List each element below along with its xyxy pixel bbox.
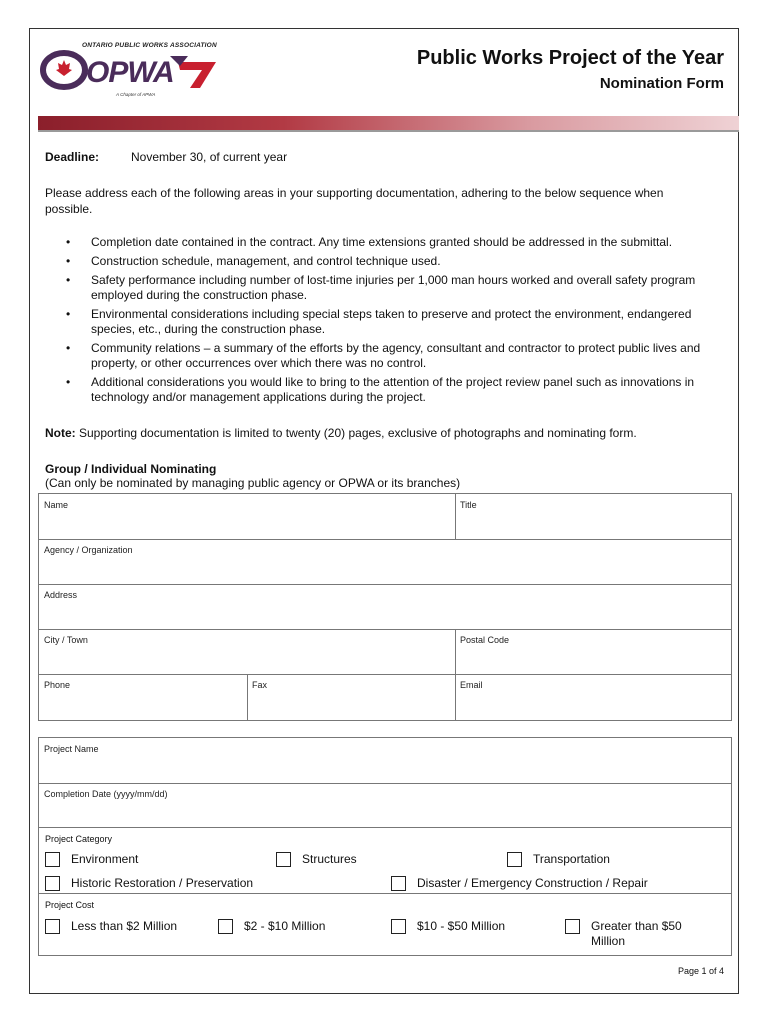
email-field[interactable] bbox=[455, 674, 732, 721]
note-label: Note: bbox=[45, 426, 76, 440]
header-divider bbox=[38, 130, 739, 132]
title-label: Title bbox=[460, 500, 477, 510]
logo-subtitle: A Chapter of APWA bbox=[116, 92, 156, 97]
checkbox[interactable] bbox=[45, 919, 60, 934]
cost-2m-10m[interactable] bbox=[218, 919, 325, 934]
city-field[interactable] bbox=[39, 629, 456, 675]
opwa-logo bbox=[40, 42, 220, 104]
agency-field[interactable] bbox=[39, 539, 732, 585]
category-historic-restoration[interactable] bbox=[45, 876, 253, 891]
option-label: Historic Restoration / Preservation bbox=[71, 876, 254, 890]
list-item: • Environmental considerations including special steps taken to preserve and protect the environment, endangered species, etc., during the construction phase. bbox=[66, 307, 726, 337]
checkbox[interactable] bbox=[391, 876, 406, 891]
checkbox[interactable] bbox=[45, 852, 60, 867]
list-item: • Construction schedule, management, and control technique used. bbox=[66, 254, 726, 269]
group-title: Group / Individual Nominating bbox=[45, 462, 217, 476]
postal-code-label: Postal Code bbox=[460, 635, 510, 645]
option-label: Greater than $50 Million bbox=[591, 919, 682, 948]
option-label: Transportation bbox=[533, 852, 610, 866]
address-field[interactable] bbox=[39, 584, 732, 630]
project-category-label: Project Category bbox=[45, 834, 113, 844]
checkbox[interactable] bbox=[276, 852, 291, 867]
checkbox[interactable] bbox=[565, 919, 580, 934]
category-transportation[interactable] bbox=[507, 852, 610, 867]
name-label: Name bbox=[44, 500, 69, 510]
category-disaster-emergency[interactable] bbox=[391, 876, 648, 891]
opwa-logo-mark-icon bbox=[40, 48, 220, 94]
address-label: Address bbox=[44, 590, 78, 600]
svg-text:OPWA: OPWA bbox=[86, 56, 174, 89]
page-title: Public Works Project of the Year bbox=[416, 47, 724, 69]
checkbox[interactable] bbox=[45, 876, 60, 891]
option-label: $2 - $10 Million bbox=[244, 919, 326, 933]
header-bar bbox=[38, 116, 739, 130]
cost-greater-than-50m[interactable] bbox=[565, 919, 695, 949]
fax-label: Fax bbox=[252, 680, 268, 690]
phone-field[interactable] bbox=[39, 674, 248, 721]
checkbox[interactable] bbox=[391, 919, 406, 934]
option-label: Environment bbox=[71, 852, 139, 866]
nominator-form bbox=[38, 493, 732, 721]
option-label: Less than $2 Million bbox=[71, 919, 178, 933]
project-name-field[interactable] bbox=[39, 738, 732, 784]
project-name-label: Project Name bbox=[44, 744, 99, 754]
note bbox=[45, 426, 637, 440]
list-item: • Additional considerations you would like to bring to the attention of the project review panel such as innovations in technology and/or management applications during the project. bbox=[66, 375, 726, 405]
note-text: Supporting documentation is limited to twenty (20) pages, exclusive of photographs and nominating form. bbox=[75, 426, 637, 440]
title-field[interactable] bbox=[455, 494, 732, 540]
city-label: City / Town bbox=[44, 635, 88, 645]
category-structures[interactable] bbox=[276, 852, 357, 867]
fax-field[interactable] bbox=[247, 674, 456, 721]
category-environment[interactable] bbox=[45, 852, 138, 867]
option-label: Disaster / Emergency Construction / Repair bbox=[417, 876, 648, 890]
option-label: $10 - $50 Million bbox=[417, 919, 506, 933]
intro-text: Please address each of the following areas in your supporting documentation, adhering to the below sequence when possible. bbox=[45, 186, 664, 216]
list-item: • Community relations – a summary of the efforts by the agency, consultant and contractor to protect public lives and property, or other occurrences over which there was no control. bbox=[66, 341, 726, 371]
email-label: Email bbox=[460, 680, 483, 690]
list-item: • Completion date contained in the contract. Any time extensions granted should be addressed in the submittal. bbox=[66, 235, 726, 250]
logo-org-name: ONTARIO PUBLIC WORKS ASSOCIATION bbox=[82, 42, 217, 49]
postal-code-field[interactable] bbox=[455, 629, 732, 675]
group-subtitle: (Can only be nominated by managing public agency or OPWA or its branches) bbox=[45, 476, 461, 490]
checkbox[interactable] bbox=[218, 919, 233, 934]
option-label: Structures bbox=[302, 852, 357, 866]
deadline-label: Deadline: bbox=[45, 150, 100, 164]
page-number: Page 1 of 4 bbox=[677, 966, 724, 976]
checkbox[interactable] bbox=[507, 852, 522, 867]
agency-label: Agency / Organization bbox=[44, 545, 133, 555]
completion-date-label: Completion Date (yyyy/mm/dd) bbox=[44, 789, 168, 799]
phone-label: Phone bbox=[44, 680, 71, 690]
deadline-value: November 30, of current year bbox=[131, 150, 288, 164]
project-cost-label: Project Cost bbox=[45, 900, 95, 910]
cost-10m-50m[interactable] bbox=[391, 919, 505, 934]
completion-date-field[interactable] bbox=[39, 783, 732, 828]
name-field[interactable] bbox=[39, 494, 456, 540]
requirements-list bbox=[66, 235, 726, 409]
list-item: • Safety performance including number of lost-time injuries per 1,000 man hours worked and overall safety program employed during the construction phase. bbox=[66, 273, 726, 303]
page-subtitle: Nomination Form bbox=[599, 75, 724, 92]
cost-less-than-2m[interactable] bbox=[45, 919, 177, 934]
